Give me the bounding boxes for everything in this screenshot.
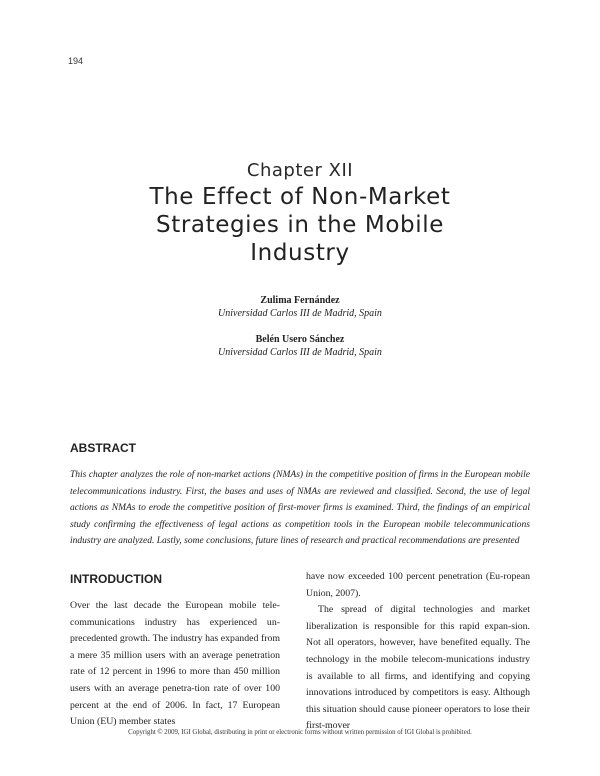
author-affiliation: Universidad Carlos III de Madrid, Spain <box>218 308 382 319</box>
body-paragraph: The spread of digital technologies and market liberalization is responsible for this rapid expan-sion. Not all operators, however, have benefited equally. The technology in the mobile telecom-munications industry is available to all firms, and identifying and copying innovations introduced by competitors is easy. Although this situation should cause pioneer operators to lose their first-mover <box>306 604 530 732</box>
author-affiliation: Universidad Carlos III de Madrid, Spain <box>218 347 382 358</box>
chapter-label: Chapter XII <box>246 160 354 181</box>
introduction-heading: INTRODUCTION <box>70 572 162 586</box>
body-paragraph: have now exceeded 100 percent penetration (Eu-ropean Union, 2007). <box>306 571 530 599</box>
author-block <box>0 333 600 359</box>
abstract-heading: ABSTRACT <box>70 441 136 455</box>
author-block <box>0 294 600 320</box>
copyright-footer: Copyright © 2009, IGI Global, distributing in print or electronic forms without written permission of IGI Global is prohibited. <box>128 729 472 736</box>
introduction-right-column <box>306 569 530 735</box>
chapter-title-line: Strategies in the Mobile <box>156 212 444 238</box>
introduction-left-column <box>70 598 280 731</box>
chapter-title-line: Industry <box>250 240 350 266</box>
page-number: 194 <box>68 56 84 66</box>
author-name: Zulima Fernández <box>260 295 340 306</box>
abstract-text: This chapter analyzes the role of non-market actions (NMAs) in the competitive position of firms in the European mobile telecommunications industry. First, the bases and uses of NMAs are reviewed and classified. Second, the use of legal actions as NMAs to erode the competitive position of first-mover firms is examined. Third, the findings of an empirical study confirming the effectiveness of legal actions as competition tools in the European mobile telecommunications industry are analyzed. Lastly, some conclusions, future lines of research and practical recommendations are presented <box>70 470 530 546</box>
author-name: Belén Usero Sánchez <box>255 334 345 345</box>
chapter-title <box>0 183 600 267</box>
body-paragraph: Over the last decade the European mobile tele-communications industry has experienced un-precedented growth. The industry has expanded from a mere 35 million users with an average penetration rate of 12 percent in 1996 to more than 450 million users with an average penetra-tion rate of over 100 percent at the end of 2006. In fact, 17 European Union (EU) member states <box>70 600 280 728</box>
chapter-title-line: The Effect of Non-Market <box>149 184 451 210</box>
